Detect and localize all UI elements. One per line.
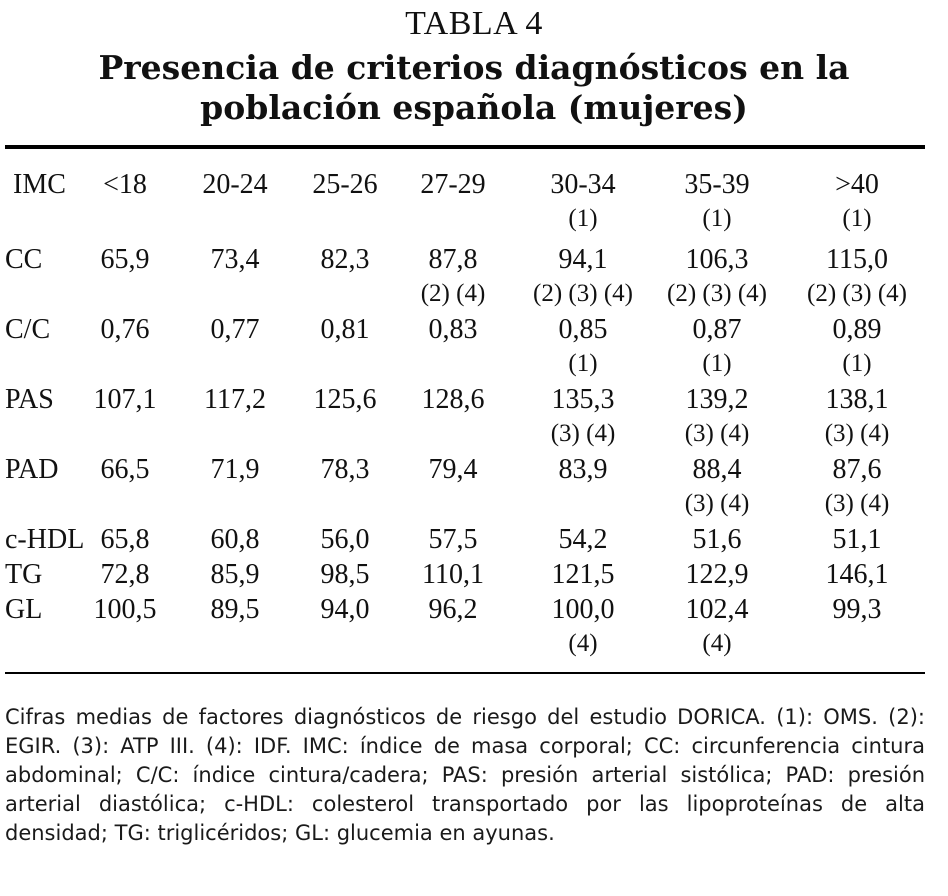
table-cell: 99,3	[832, 594, 882, 625]
table-bottom-rule	[5, 672, 925, 674]
table-cell-note: (1)	[842, 350, 872, 377]
table-cell: 106,3	[685, 244, 749, 275]
table-cell: 83,9	[558, 454, 608, 485]
table-cell: 146,1	[825, 559, 889, 590]
table-cell-note: (2) (3) (4)	[533, 280, 633, 307]
table-cell: 51,6	[692, 524, 742, 555]
table-cell: 71,9	[210, 454, 260, 485]
header-cell: >40	[835, 169, 879, 200]
table-cell: 100,5	[93, 594, 157, 625]
table-cell: 107,1	[93, 384, 157, 415]
table-cell: 0,76	[100, 314, 150, 345]
table-cell-note: (3) (4)	[824, 490, 890, 517]
table-cell-note: (2) (3) (4)	[807, 280, 907, 307]
table-cell: 94,0	[320, 594, 370, 625]
table-cell: 139,2	[685, 384, 749, 415]
header-cell: 25-26	[312, 169, 378, 200]
table-cell: 73,4	[210, 244, 260, 275]
table-footnote: Cifras medias de factores diagnósticos de riesgo del estudio DORICA. (1): OMS. (2): EGIR. (3): ATP III. (4): IDF. IMC: índice de masa corporal; CC: circunferencia cintura abdominal; C/C: índice cintura/cadera; PAS: presión arterial sistólica; PAD: presión arterial diastólica; c-HDL: colesterol transportado por las lipoproteínas de alta densidad; TG: triglicéridos; GL: glucemia en ayunas.	[5, 705, 925, 845]
table-cell: 54,2	[558, 524, 608, 555]
table-cell: 110,1	[422, 559, 484, 590]
table-cell: 89,5	[210, 594, 260, 625]
table-cell: 96,2	[428, 594, 478, 625]
table-cell: 51,1	[832, 524, 882, 555]
header-cell-note: (1)	[702, 205, 732, 232]
table-cell: 138,1	[825, 384, 889, 415]
table-cell-note: (4)	[702, 630, 732, 657]
row-label: CC	[5, 244, 43, 275]
table-cell: 0,85	[558, 314, 608, 345]
table-cell: 72,8	[100, 559, 150, 590]
table-cell: 94,1	[558, 244, 608, 275]
table-cell: 66,5	[100, 454, 150, 485]
table-cell: 122,9	[685, 559, 749, 590]
table-label: TABLA 4	[405, 5, 543, 42]
table-cell: 0,89	[832, 314, 882, 345]
table-cell: 117,2	[204, 384, 266, 415]
table-cell: 100,0	[551, 594, 615, 625]
table-cell-note: (3) (4)	[550, 420, 616, 447]
table-cell: 102,4	[685, 594, 749, 625]
table-cell: 135,3	[551, 384, 615, 415]
table-cell: 0,81	[320, 314, 370, 345]
table-cell: 78,3	[320, 454, 370, 485]
data-table	[5, 0, 925, 670]
table-cell: 56,0	[320, 524, 370, 555]
table-cell: 0,83	[428, 314, 478, 345]
table-title-line-2: población española (mujeres)	[200, 88, 748, 127]
row-label: PAS	[5, 384, 54, 415]
table-cell: 57,5	[428, 524, 478, 555]
row-label: GL	[5, 594, 43, 625]
table-cell-note: (2) (3) (4)	[667, 280, 767, 307]
header-cell-note: (1)	[568, 205, 598, 232]
table-cell: 60,8	[210, 524, 260, 555]
table-cell-note: (1)	[568, 350, 598, 377]
row-label: c-HDL	[5, 524, 85, 555]
table-cell: 88,4	[692, 454, 742, 485]
table-cell-note: (4)	[568, 630, 598, 657]
table-cell: 87,8	[428, 244, 478, 275]
table-title-line-1: Presencia de criterios diagnósticos en la	[98, 48, 850, 87]
table-cell: 82,3	[320, 244, 370, 275]
header-cell: <18	[103, 169, 147, 200]
table-cell: 125,6	[313, 384, 377, 415]
table-cell-note: (2) (4)	[420, 280, 486, 307]
table-cell: 65,9	[100, 244, 150, 275]
row-label: TG	[5, 559, 43, 590]
row-label: PAD	[5, 454, 59, 485]
table-cell: 98,5	[320, 559, 370, 590]
header-cell: 30-34	[550, 169, 616, 200]
table-cell: 65,8	[100, 524, 150, 555]
table-cell: 79,4	[428, 454, 478, 485]
table-cell: 121,5	[551, 559, 615, 590]
header-row-label: IMC	[13, 169, 66, 200]
header-cell-note: (1)	[842, 205, 872, 232]
table-cell: 87,6	[832, 454, 882, 485]
table-cell: 0,77	[210, 314, 260, 345]
table-cell-note: (1)	[702, 350, 732, 377]
table-cell-note: (3) (4)	[824, 420, 890, 447]
header-cell: 35-39	[684, 169, 750, 200]
row-label: C/C	[5, 314, 51, 345]
header-cell: 27-29	[420, 169, 486, 200]
table-cell-note: (3) (4)	[684, 490, 750, 517]
table-cell: 85,9	[210, 559, 260, 590]
header-cell: 20-24	[202, 169, 268, 200]
table-cell: 0,87	[692, 314, 742, 345]
table-cell: 128,6	[421, 384, 485, 415]
table-cell: 115,0	[826, 244, 888, 275]
table-cell-note: (3) (4)	[684, 420, 750, 447]
